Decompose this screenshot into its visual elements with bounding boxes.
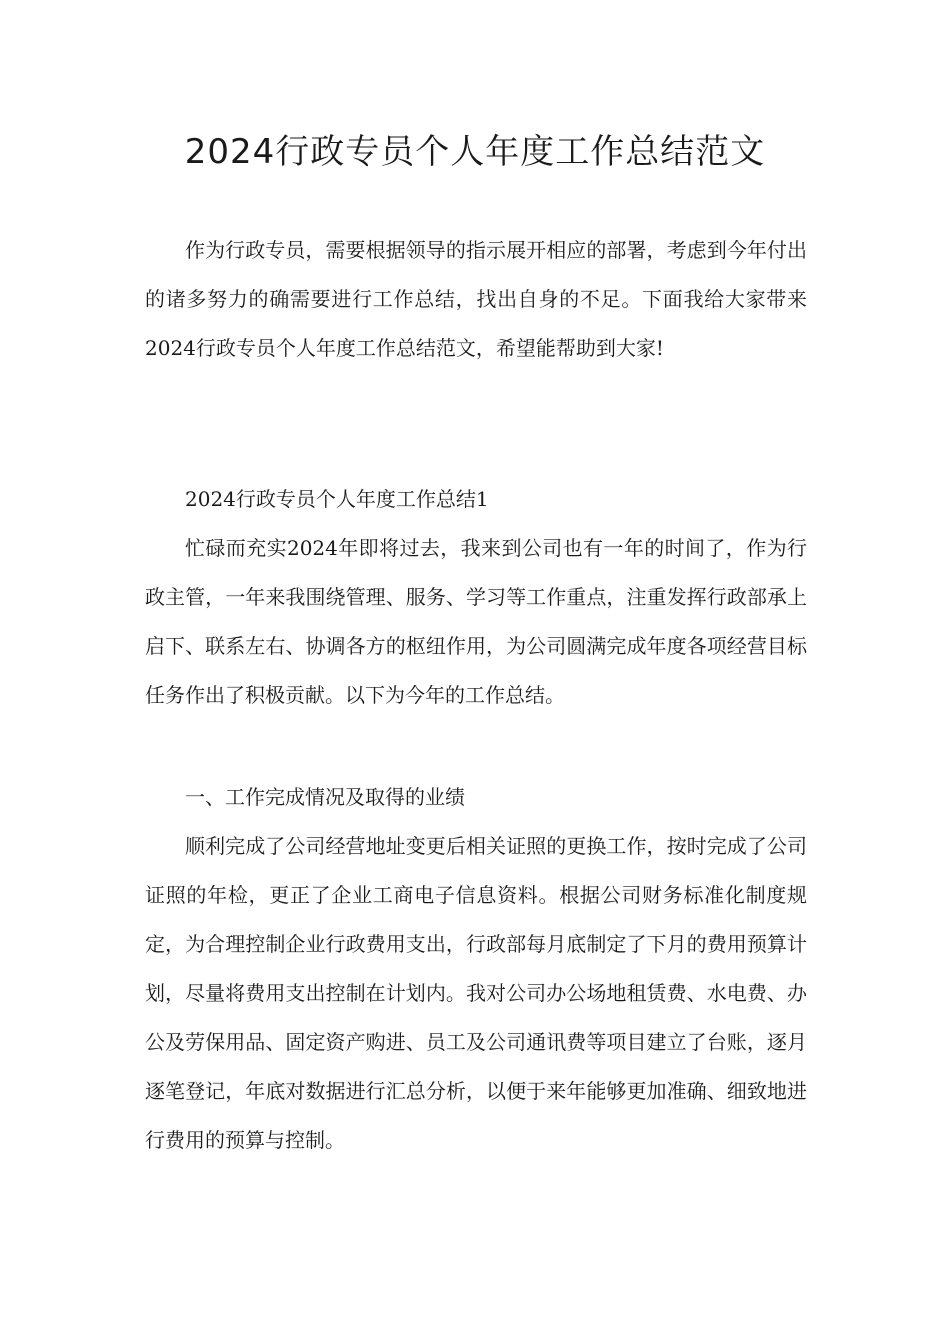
summary-heading: 2024行政专员个人年度工作总结1: [185, 487, 489, 511]
intro-paragraph: 作为行政专员，需要根据领导的指示展开相应的部署，考虑到今年付出的诸多努力的确需要进行工作总结，找出自身的不足。下面我给大家带来2024行政专员个人年度工作总结范文，希望能帮助到大家!: [145, 238, 807, 360]
body-paragraph-1: 忙碌而充实2024年即将过去，我来到公司也有一年的时间了，作为行政主管，一年来我围绕管理、服务、学习等工作重点，注重发挥行政部承上启下、联系左右、协调各方的枢纽作用，为公司圆满完成年度各项经营目标任务作出了积极贡献。以下为今年的工作总结。: [145, 536, 807, 707]
document-title: 2024行政专员个人年度工作总结范文: [184, 132, 766, 172]
body-paragraph-2: 顺利完成了公司经营地址变更后相关证照的更换工作，按时完成了公司证照的年检，更正了企业工商电子信息资料。根据公司财务标准化制度规定，为合理控制企业行政费用支出，行政部每月底制定了下月的费用预算计划，尽量将费用支出控制在计划内。我对公司办公场地租赁费、水电费、办公及劳保用品、固定资产购进、员工及公司通讯费等项目建立了台账，逐月逐笔登记，年底对数据进行汇总分析，以便于来年能够更加准确、细致地进行费用的预算与控制。: [145, 834, 807, 1152]
section-heading-1: 一、工作完成情况及取得的业绩: [185, 785, 465, 809]
